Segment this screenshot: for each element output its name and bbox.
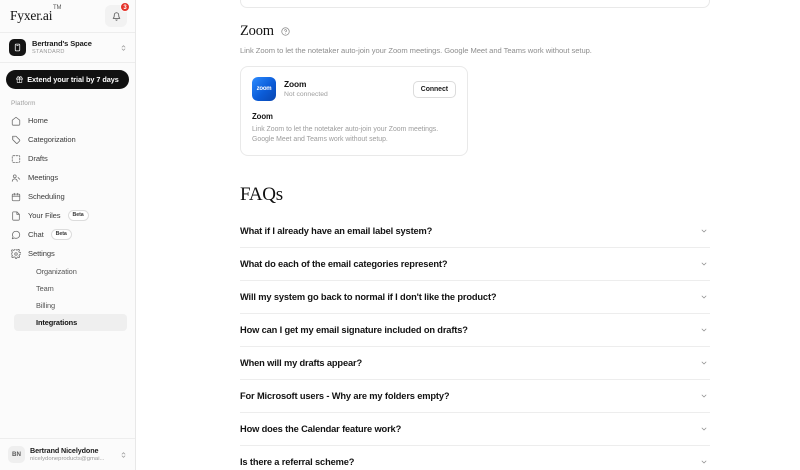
users-icon	[11, 173, 21, 183]
faq-question: Is there a referral scheme?	[240, 457, 355, 467]
zoom-logo-icon	[252, 77, 276, 101]
faq-accordion	[240, 215, 710, 470]
sidebar	[0, 0, 136, 470]
sidebar-item-organization[interactable]	[14, 263, 127, 280]
zoom-integration-card	[240, 66, 468, 156]
sidebar-item-drafts[interactable]	[0, 149, 135, 168]
chat-icon	[11, 230, 21, 240]
user-name: Bertrand Nicelydone	[30, 446, 99, 455]
chevron-down-icon	[699, 326, 708, 335]
trial-banner	[0, 63, 135, 97]
chevron-down-icon	[699, 359, 708, 368]
faq-question: Will my system go back to normal if I don't like the product?	[240, 292, 497, 302]
chevron-down-icon	[699, 458, 708, 467]
sidebar-item-integrations[interactable]	[14, 314, 127, 331]
integration-detail-title: Zoom	[252, 112, 273, 121]
gear-icon	[11, 249, 21, 259]
notifications-button[interactable]	[105, 5, 127, 27]
sidebar-item-label: Drafts	[28, 154, 48, 163]
integration-status: Not connected	[284, 91, 328, 98]
sidebar-item-label: Scheduling	[28, 192, 65, 201]
trademark-mark: TM	[53, 5, 62, 11]
faq-item[interactable]	[240, 347, 710, 380]
help-circle-icon[interactable]	[281, 27, 290, 36]
integration-detail-description: Link Zoom to let the notetaker auto-join your Zoom meetings. Google Meet and Teams work without setup.	[252, 126, 439, 143]
faq-item[interactable]	[240, 413, 710, 446]
sub-item-label: Team	[36, 284, 54, 293]
chevron-down-icon	[699, 260, 708, 269]
sidebar-item-scheduling[interactable]	[0, 187, 135, 206]
app-logo-text: Fyxer.ai	[10, 8, 53, 23]
sidebar-header	[0, 0, 135, 33]
sub-item-label: Organization	[36, 267, 77, 276]
section-title: Zoom	[240, 23, 274, 39]
sidebar-item-categorization[interactable]	[0, 130, 135, 149]
chevron-down-icon	[699, 227, 708, 236]
bell-icon	[112, 12, 121, 21]
home-icon	[11, 116, 21, 126]
sidebar-section-label: Platform	[11, 100, 36, 107]
workspace-name: Bertrand's Space	[32, 39, 92, 48]
extend-trial-label: Extend your trial by 7 days	[27, 75, 119, 84]
zoom-logo-text: zoom	[256, 86, 272, 92]
sidebar-item-your-files[interactable]	[0, 206, 135, 225]
workspace-plan: STANDARD	[32, 49, 65, 55]
notification-badge: 3	[120, 2, 130, 12]
tags-icon	[11, 135, 21, 145]
chevron-down-icon	[699, 425, 708, 434]
chevron-down-icon	[699, 392, 708, 401]
sidebar-item-label: Home	[28, 116, 48, 125]
settings-subnav	[0, 263, 135, 331]
sidebar-item-chat[interactable]	[0, 225, 135, 244]
faq-question: For Microsoft users - Why are my folders empty?	[240, 391, 450, 401]
sidebar-item-label: Categorization	[28, 135, 76, 144]
faq-question: How can I get my email signature included on drafts?	[240, 325, 468, 335]
sub-item-label: Billing	[36, 301, 56, 310]
sidebar-item-meetings[interactable]	[0, 168, 135, 187]
main-content	[136, 0, 800, 470]
zoom-section-header	[240, 23, 710, 40]
integration-name: Zoom	[284, 79, 307, 89]
sidebar-item-label: Meetings	[28, 173, 59, 182]
faq-question: What if I already have an email label system?	[240, 226, 433, 236]
section-description: Link Zoom to let the notetaker auto-join your Zoom meetings. Google Meet and Teams work without setup.	[240, 46, 592, 55]
gift-icon	[16, 76, 23, 83]
sidebar-item-label: Settings	[28, 249, 55, 258]
sub-item-label: Integrations	[36, 318, 78, 327]
chevron-down-icon	[699, 293, 708, 302]
sidebar-item-settings[interactable]	[0, 244, 135, 263]
faq-question: How does the Calendar feature work?	[240, 424, 402, 434]
faq-question: When will my drafts appear?	[240, 358, 362, 368]
sidebar-item-label: Your Files	[28, 211, 61, 220]
faqs-title: FAQs	[240, 184, 283, 205]
user-email: nicelydoneproducts@gmai...	[30, 456, 105, 462]
connect-button[interactable]: Connect	[413, 81, 456, 98]
faq-item[interactable]	[240, 248, 710, 281]
user-account-selector[interactable]	[0, 438, 135, 470]
sidebar-nav	[0, 111, 135, 331]
faq-item[interactable]	[240, 215, 710, 248]
sidebar-item-label: Chat	[28, 230, 44, 239]
sidebar-item-billing[interactable]	[14, 297, 127, 314]
faq-item[interactable]	[240, 380, 710, 413]
avatar: BN	[8, 446, 25, 463]
beta-badge: Beta	[68, 210, 89, 221]
app-logo[interactable]	[10, 5, 62, 24]
faq-item[interactable]	[240, 281, 710, 314]
workspace-selector[interactable]	[0, 33, 135, 63]
file-icon	[11, 211, 21, 221]
faq-item[interactable]	[240, 314, 710, 347]
chevron-up-down-icon	[120, 43, 127, 53]
previous-section-card-cutoff	[240, 0, 710, 8]
faq-question: What do each of the email categories represent?	[240, 259, 448, 269]
sidebar-item-team[interactable]	[14, 280, 127, 297]
faq-item[interactable]	[240, 446, 710, 470]
drafts-icon	[11, 154, 21, 164]
workspace-icon	[9, 39, 26, 56]
calendar-icon	[11, 192, 21, 202]
beta-badge: Beta	[51, 229, 72, 240]
chevron-up-down-icon	[120, 450, 127, 460]
extend-trial-button[interactable]	[6, 70, 129, 89]
sidebar-item-home[interactable]	[0, 111, 135, 130]
